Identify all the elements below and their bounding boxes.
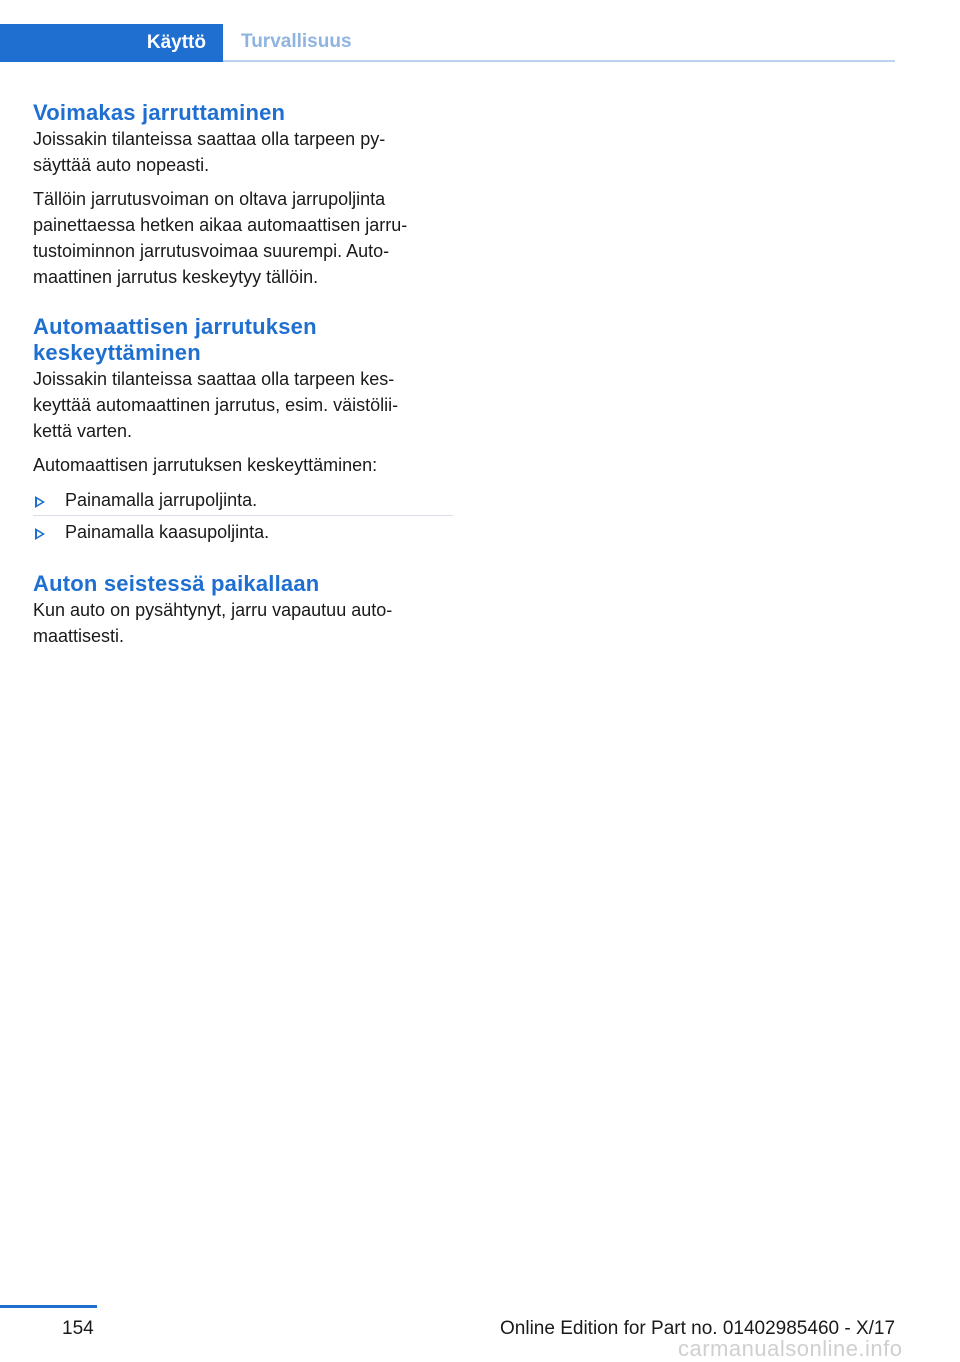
edition-text: Online Edition for Part no. 01402985460 - X/17 [500,1318,896,1339]
triangle-right-icon [35,496,45,508]
list-item: Painamalla jarrupoljinta. [33,484,453,516]
paragraph: Joissakin tilanteissa saattaa olla tarpeen py‐ säyttää auto nopeasti. [33,129,386,175]
main-content [33,100,453,649]
header-tab-bar [0,24,895,62]
section-heading: Automaattisen jarrutuksen keskeyttäminen [33,314,317,365]
footer-divider [0,1305,97,1308]
tab-turvallisuus[interactable]: Turvallisuus [241,31,352,52]
tab-kaytto[interactable]: Käyttö [0,24,223,62]
list-item: Painamalla kaasupoljinta. [33,516,453,547]
paragraph: Automaattisen jarrutuksen keskeyttäminen: [33,455,378,475]
page-number: 154 [62,1318,94,1339]
paragraph: Kun auto on pysähtynyt, jarru vapautuu auto‐ maattisesti. [33,600,393,646]
bullet-list [33,484,453,547]
paragraph: Joissakin tilanteissa saattaa olla tarpeen kes‐ keyttää automaattinen jarrutus, esim. väistölii‐ kettä varten. [33,369,399,441]
watermark: carmanualsonline.info [678,1336,903,1361]
section-heading: Auton seistessä paikallaan [33,571,320,596]
section-heading: Voimakas jarruttaminen [33,100,286,125]
paragraph: Tällöin jarrutusvoiman on oltava jarrupoljinta painettaessa hetken aikaa automaattisen jarru‐ tustoiminnon jarrutusvoimaa suurempi. Auto‐ maattinen jarrutus keskeytyy tällöin. [33,189,408,287]
triangle-right-icon [35,528,45,540]
